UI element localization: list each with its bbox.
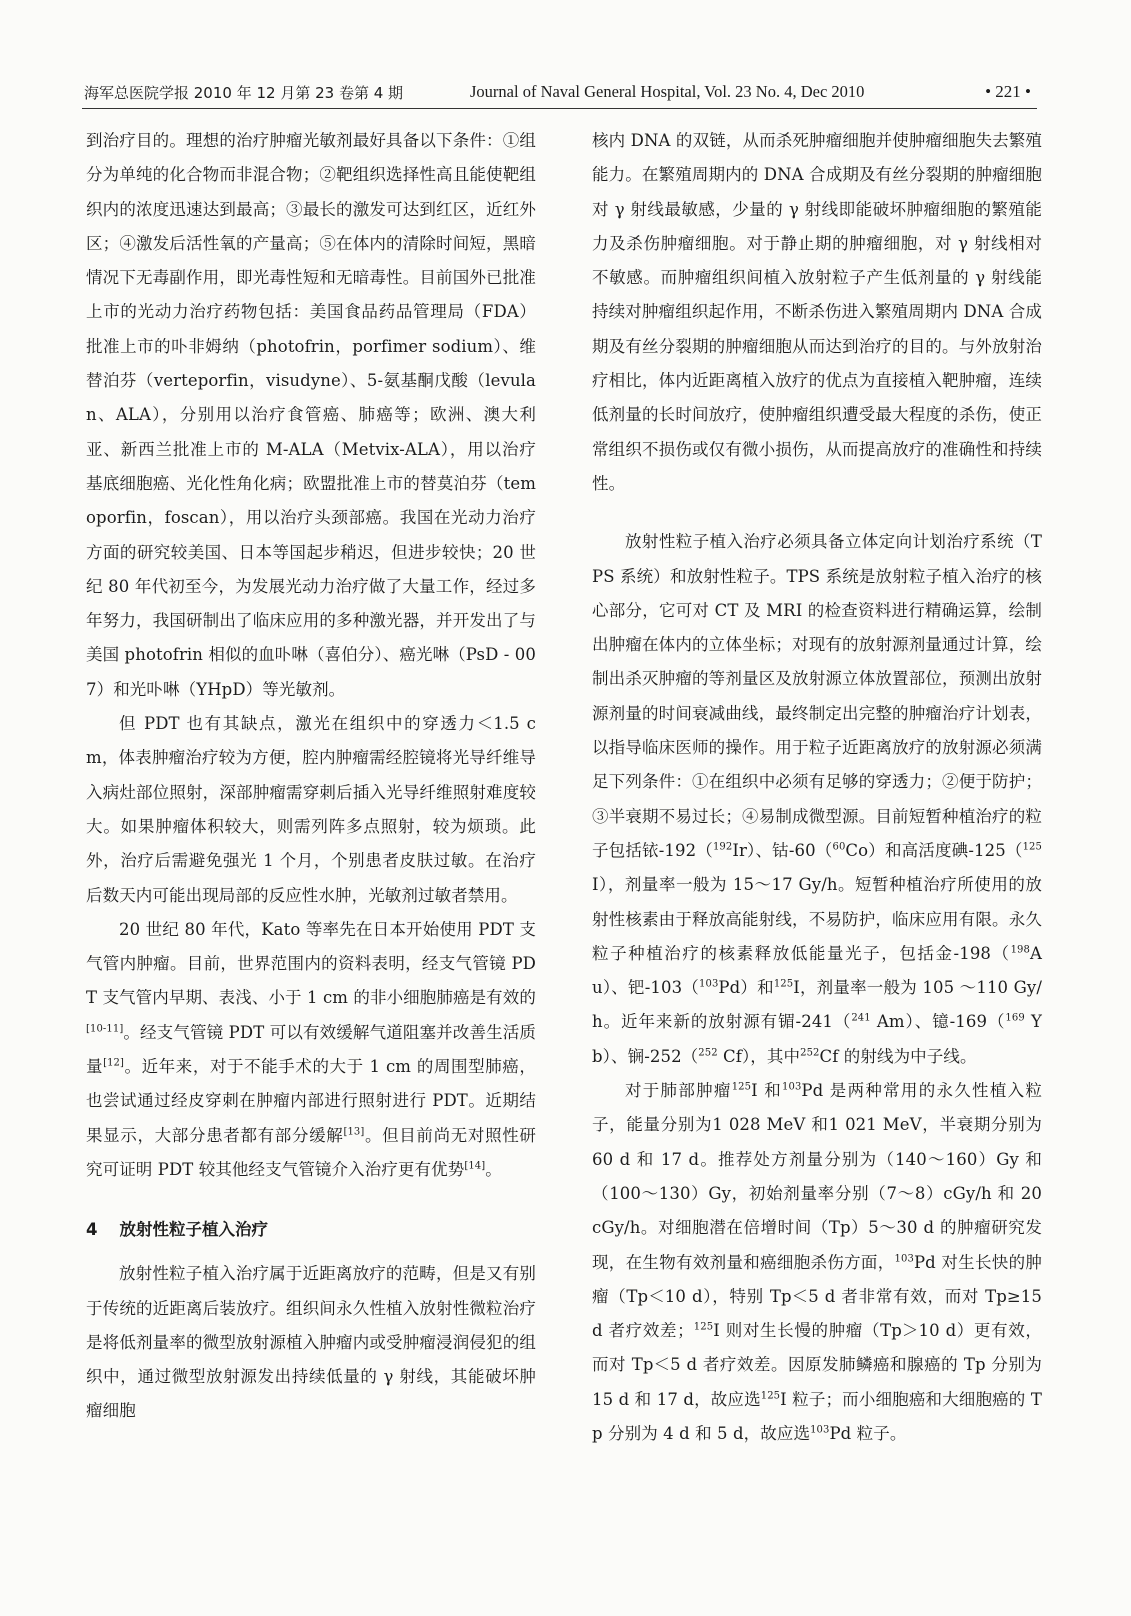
text-run: 。但目前尚无对照性研究可证明 PDT 较其他经支气管镜介入治疗更有优势 xyxy=(86,1125,536,1179)
right-column xyxy=(592,124,1042,1451)
isotope-superscript: 125 xyxy=(1022,841,1042,853)
paragraph xyxy=(86,913,536,1187)
text-run: Pd 粒子。 xyxy=(829,1423,907,1443)
text-run: 20 世纪 80 年代，Kato 等率先在日本开始使用 PDT 支气管内肿瘤。目前，世界范围内的资料表明，经支气管镜 PDT 支气管内早期、表浅、小于 1 cm 的非小细胞肺癌是有效的 xyxy=(86,919,536,1008)
running-header xyxy=(82,78,1037,109)
journal-title-en: Journal of Naval General Hospital, Vol. 23 No. 4, Dec 2010 xyxy=(470,82,865,101)
isotope-superscript: 60 xyxy=(832,841,846,853)
isotope-superscript: 125 xyxy=(760,1390,781,1402)
isotope-superscript: 125 xyxy=(731,1081,752,1093)
isotope-superscript: 103 xyxy=(810,1424,830,1436)
section-title: 放射性粒子植入治疗 xyxy=(119,1220,268,1240)
text-run: I 和 xyxy=(751,1081,783,1101)
isotope-superscript: 192 xyxy=(712,841,733,853)
page-number: • 221 • xyxy=(985,82,1031,101)
isotope-superscript: 198 xyxy=(1010,944,1030,956)
citation: [10-11] xyxy=(86,1023,124,1035)
isotope-superscript: 252 xyxy=(800,1047,820,1059)
paragraph: 到治疗目的。理想的治疗肿瘤光敏剂最好具备以下条件：①组分为单纯的化合物而非混合物；②靶组织选择性高且能使靶组织内的浓度迅速达到最高；③最长的激发可达到红区，近红外区；④激发后活性氧的产量高；⑤在体内的清除时间短，黑暗情况下无毒副作用，即光毒性短和无暗毒性。目前国外已批准上市的光动力治疗药物包括：美国食品药品管理局（FDA）批准上市的卟非姆纳（photofrin，porfimer sodium）、维替泊芬（verteporfin，visudyne）、5-氨基酮戊酸（levulan、ALA），分别用以治疗食管癌、肺癌等；欧洲、澳大利亚、新西兰批准上市的 M-ALA（Metvix-ALA），用以治疗基底细胞癌、光化性角化病；欧盟批准上市的替莫泊芬（temoporfin，foscan），用以治疗头颈部癌。我国在光动力治疗方面的研究较美国、日本等国起步稍迟，但进步较快；20 世纪 80 年代初至今，为发展光动力治疗做了大量工作，经过多年努力，我国研制出了临床应用的多种激光器，并开发出了与美国 photofrin 相似的血卟啉（喜伯分）、癌光啉（PsD - 007）和光卟啉（YHpD）等光敏剂。 xyxy=(86,131,536,699)
citation: [13] xyxy=(343,1126,365,1138)
left-column xyxy=(86,124,536,1429)
isotope-superscript: 125 xyxy=(773,978,794,990)
isotope-superscript: 103 xyxy=(699,978,719,990)
text-run: I，剂量率一般为 105 ～110 Gy/ h。近年来新的放射源有镅-241（ xyxy=(592,978,1042,1032)
text-run: 放射性粒子植入治疗必须具备立体定向计划治疗系统（TPS 系统）和放射性粒子。TPS 系统是放射粒子植入治疗的核心部分，它可对 CT 及 MRI 的检查资料进行精确运算，绘制出肿瘤在体内的立体坐标；对现有的放射源剂量通过计算，绘制出杀灭肿瘤的等剂量区及放射源立体放置部位，预测出放射源剂量的时间衰减曲线，最终制定出完整的肿瘤治疗计划表，以指导临床医师的操作。用于粒子近距离放疗的放射源必须满足下列条件：①在组织中必须有足够的穿透力；②便于防护；③半衰期不易过长；④易制成微型源。目前短暂种植治疗的粒子包括铱-192（ xyxy=(592,532,1042,860)
text-run: Pd 对生长快的肿瘤（Tp＜10 d），特别 Tp＜5 d 者非常有效，而对 Tp≥15 d 者疗效差； xyxy=(592,1252,1042,1341)
section-heading xyxy=(86,1213,536,1247)
text-run: Yb）、锎-252（ xyxy=(592,1012,1042,1066)
text-run: Co）和高活度碘-125（ xyxy=(845,840,1023,860)
isotope-superscript: 241 xyxy=(851,1012,871,1024)
isotope-superscript: 125 xyxy=(693,1321,714,1333)
isotope-superscript: 252 xyxy=(698,1047,718,1059)
text-run: Pd）和 xyxy=(718,978,774,998)
isotope-superscript: 103 xyxy=(894,1253,914,1264)
paragraph xyxy=(86,707,536,913)
text-run: Pd 是两种常用的永久性植入粒子，能量分别为1 028 MeV 和1 021 MeV，半衰期分别为 60 d 和 17 d。推荐处方剂量分别为（140～160）Gy 和（100～130）Gy，初始剂量率分别（7～8）cGy/h 和 20 cGy/h。对细胞潜在倍增时间（Tp）5～30 d 的肿瘤研究发现，在生物有效剂量和癌细胞杀伤方面， xyxy=(592,1081,1042,1272)
text-run: Ir）、钴-60（ xyxy=(732,840,833,860)
isotope-superscript: 169 xyxy=(1005,1012,1025,1024)
text-run: Am）、镱-169（ xyxy=(870,1012,1006,1032)
text-run: 但 PDT 也有其缺点，激光在组织中的穿透力＜1.5 cm，体表肿瘤治疗较为方便，腔内肿瘤需经腔镜将光导纤维导入病灶部位照射，深部肿瘤需穿刺后插入光导纤维照射难度较大。如果肿瘤体积较大，则需列阵多点照射，较为烦琐。此外，治疗后需避免强光 1 个月，个别患者皮肤过敏。在治疗后数天内可能出现局部的反应性水肿，光敏剂过敏者禁用。 xyxy=(86,714,536,905)
citation: [14] xyxy=(464,1160,486,1172)
paragraph xyxy=(592,1074,1042,1451)
paragraph xyxy=(86,1257,536,1428)
text-run: I），剂量率一般为 15～17 Gy/h。短暂种植治疗所使用的放射性核素由于释放高能射线，不易防护，临床应用有限。永久粒子种植治疗的核素释放低能量光子，包括金-198（ xyxy=(592,875,1042,963)
paragraph: 核内 DNA 的双链，从而杀死肿瘤细胞并使肿瘤细胞失去繁殖能力。在繁殖周期内的 DNA 合成期及有丝分裂期的肿瘤细胞对 γ 射线最敏感，少量的 γ 射线即能破坏肿瘤细胞的繁殖能力及杀伤肿瘤细胞。对于静止期的肿瘤细胞，对 γ 射线相对不敏感。而肿瘤组织间植入放射粒子产生低剂量的 γ 射线能持续对肿瘤组织起作用，不断杀伤进入繁殖周期内 DNA 合成期及有丝分裂期的肿瘤细胞从而达到治疗的目的。与外放射治疗相比，体内近距离植入放疗的优点为直接植入靶肿瘤，连续低剂量的长时间放疗，使肿瘤组织遭受最大程度的杀伤，使正常组织不损伤或仅有微小损伤，从而提高放疗的准确性和持续性。 xyxy=(592,131,1042,493)
text-run: I 则对生长慢的肿瘤（Tp＞10 d）更有效，而对 Tp＜5 d 者疗效差。因原发肺鳞癌和腺癌的 Tp 分别为 15 d 和 17 d，故应选 xyxy=(592,1321,1043,1409)
section-number: 4 xyxy=(86,1220,98,1240)
text-run: 。 xyxy=(485,1159,502,1179)
journal-title-cn: 海军总医院学报 2010 年 12 月第 23 卷第 4 期 xyxy=(84,84,404,102)
paragraph xyxy=(592,525,1042,1074)
text-run: 对于肺部肿瘤 xyxy=(625,1081,732,1101)
text-run: 。近年来，对于不能手术的大于 1 cm 的周围型肺癌，也尝试通过经皮穿刺在肿瘤内部进行照射进行 PDT。近期结果显示，大部分患者都有部分缓解 xyxy=(86,1057,536,1145)
isotope-superscript: 103 xyxy=(782,1081,802,1093)
citation: [12] xyxy=(103,1057,125,1069)
text-run: 。经支气管镜 PDT 可以有效缓解气道阻塞并改善生活质量 xyxy=(86,1022,536,1077)
text-run: Cf 的射线为中子线。 xyxy=(819,1046,977,1066)
text-run: Cf），其中 xyxy=(717,1046,801,1066)
text-run: Au）、钯-103（ xyxy=(592,943,1042,998)
text-run: I 粒子；而小细胞癌和大细胞癌的 Tp 分别为 4 d 和 5 d，故应选 xyxy=(592,1389,1042,1443)
text-run: 放射性粒子植入治疗属于近距离放疗的范畴，但是又有别于传统的近距离后装放疗。组织间永久性植入放射性微粒治疗是将低剂量率的微型放射源植入肿瘤内或受肿瘤浸润侵犯的组织中，通过微型放射源发出持续低量的 γ 射线，其能破坏肿瘤细胞 xyxy=(86,1264,536,1421)
